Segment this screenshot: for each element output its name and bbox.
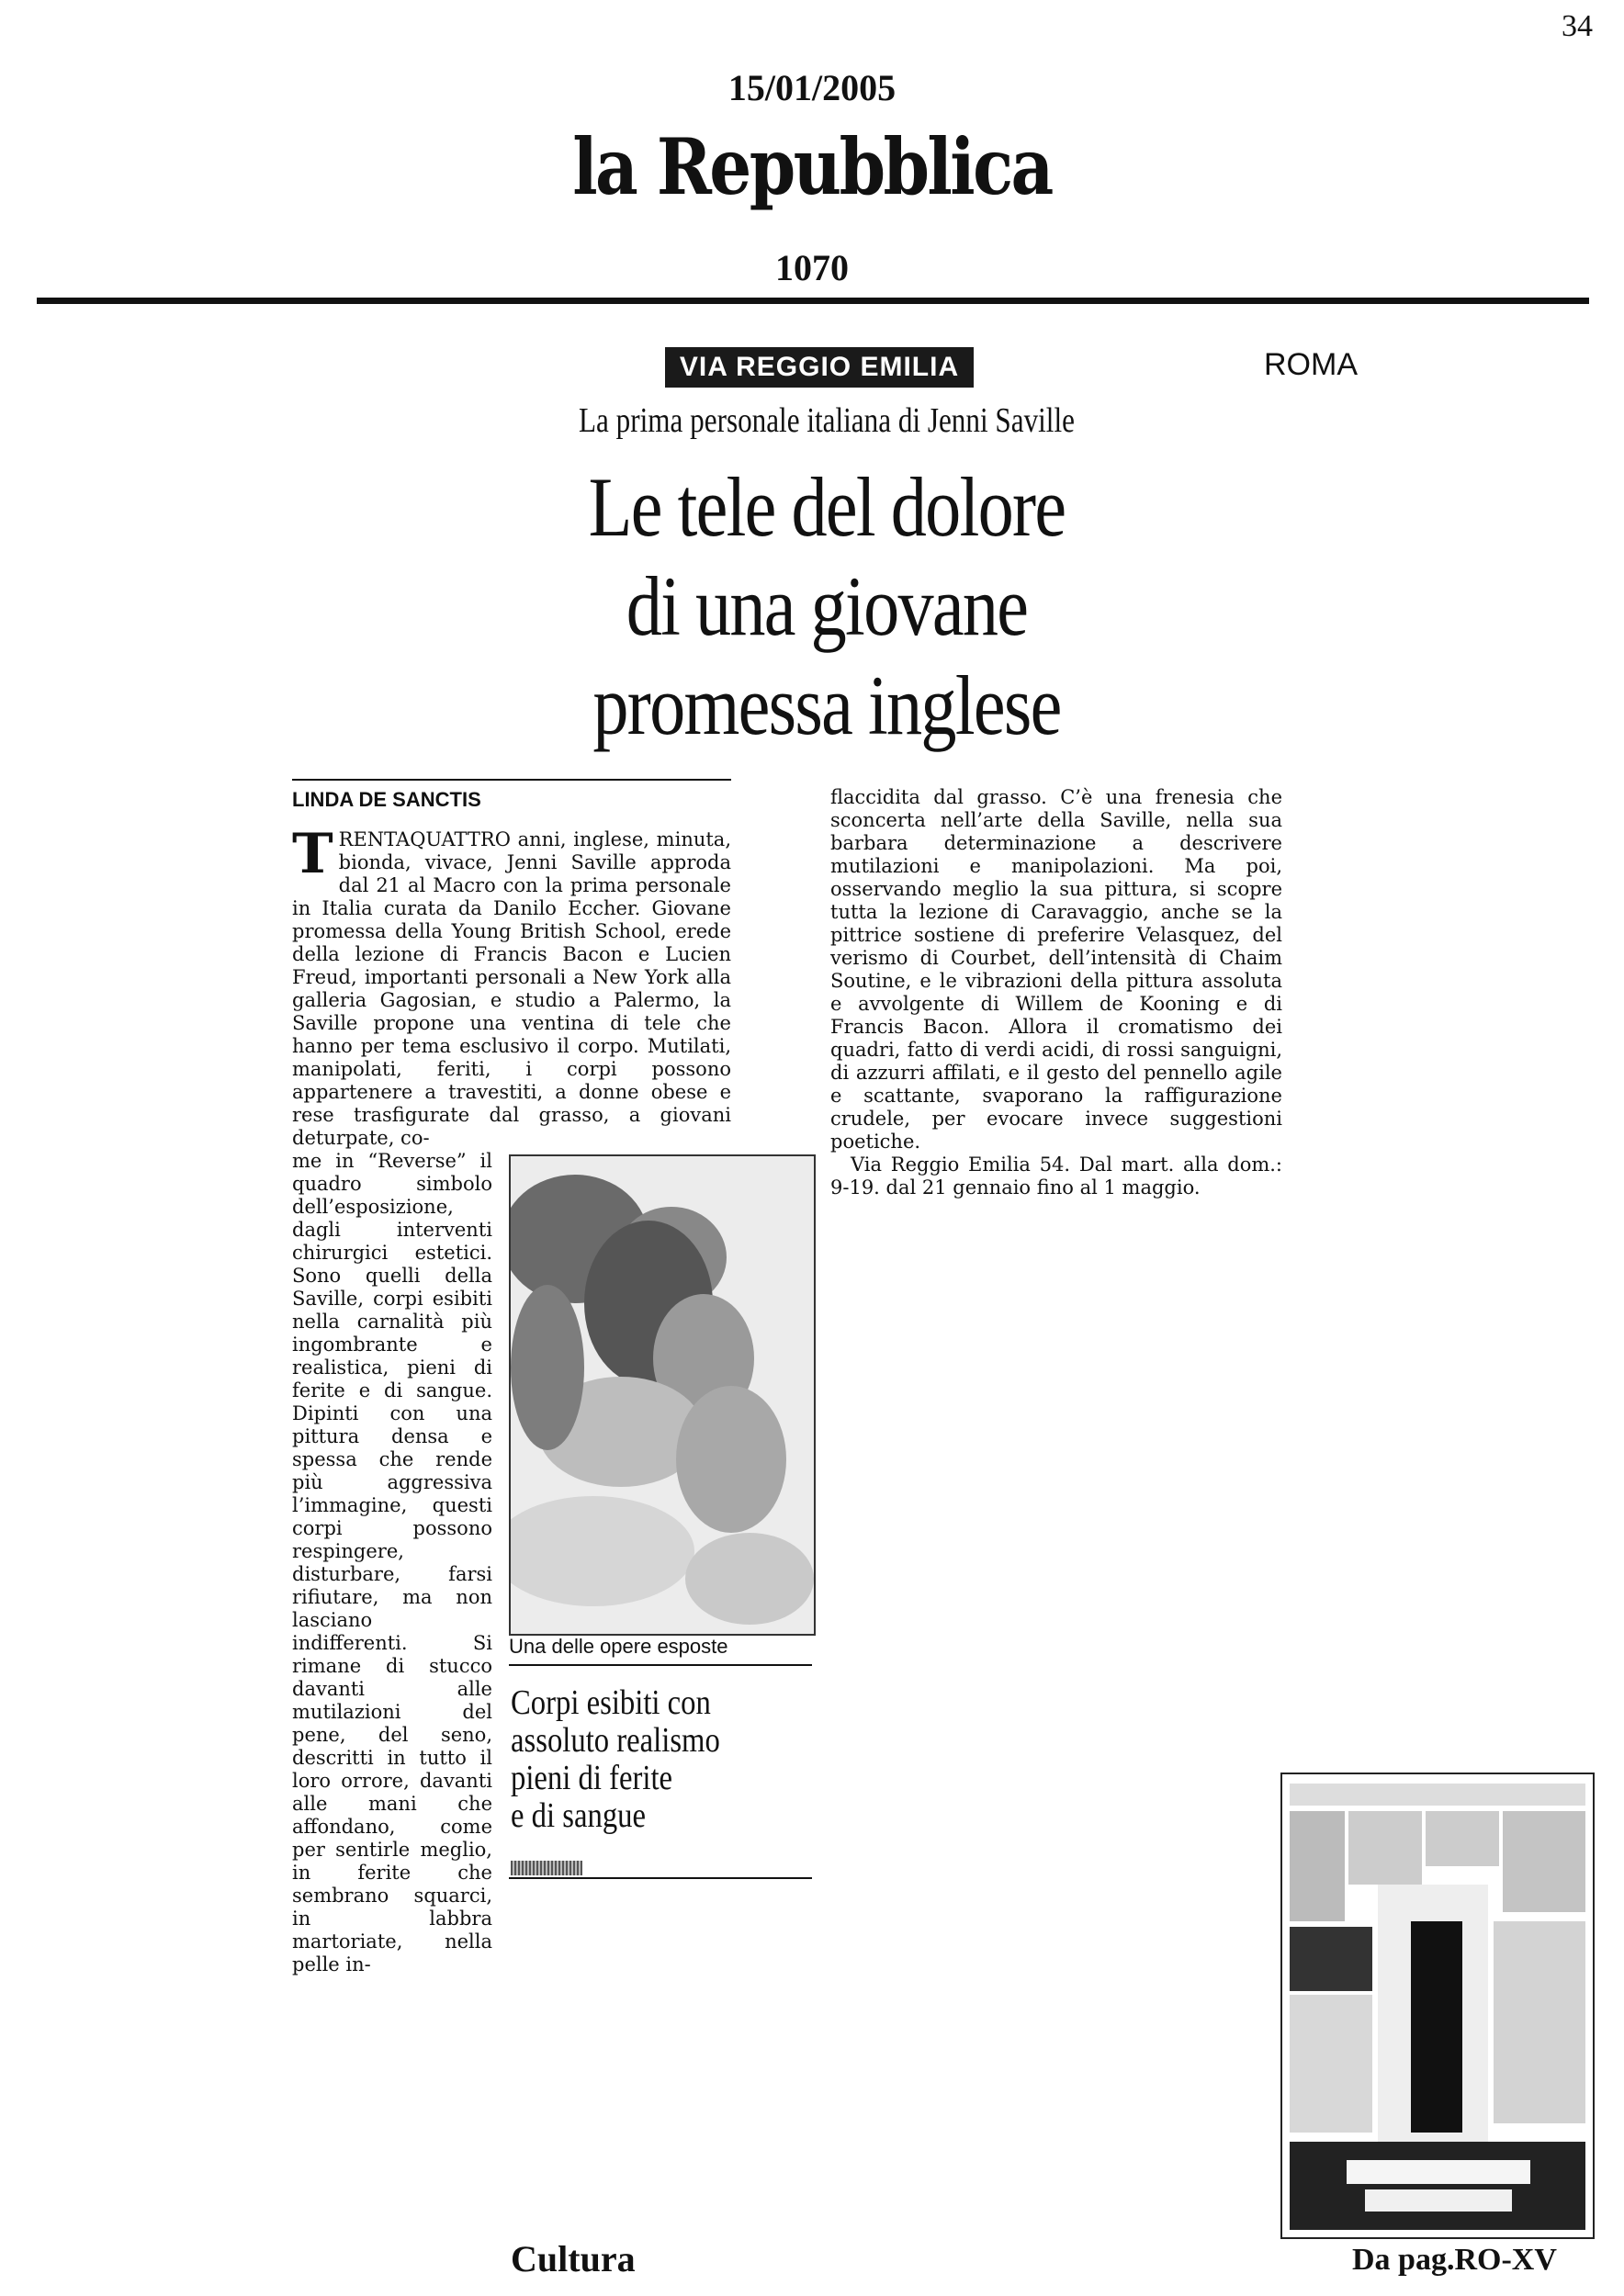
article-column-1-narrow: me in “Reverse” il quadro simbolo dell’esposizione, dagli interventi chirurgici estetici. Sono quelli della Saville, corpi esibiti nella carnalità più ingombrante e realistica, pieni di ferite e di sangue. Dipinti con una pittura densa e spessa che rende più aggressiva l’immagine, questi corpi possono respingere, disturbare, farsi rifiutare, ma non lasciano indifferenti. Si rimane di stucco davanti alle mutilazioni del pene, del seno, descritti in tutto il loro orrore, davanti alle mani che affondano, come per sentirle meglio, in ferite che sembrano squarci, in labbra martoriate, nella pelle in-: [292, 1150, 492, 1975]
photo-caption: Una delle opere esposte: [509, 1635, 728, 1658]
caption-rule: [509, 1664, 812, 1666]
pull-quote-line: Corpi esibiti con: [511, 1683, 711, 1722]
pull-quote-line: pieni di ferite: [511, 1759, 673, 1797]
footer-source: Da pag.RO-XV: [1352, 2243, 1557, 2277]
headline-line: di una giovane: [626, 559, 1028, 653]
newspaper-thumbnail-icon: [1282, 1774, 1593, 2237]
page-number: 34: [1562, 9, 1593, 43]
byline-rule: [292, 779, 731, 781]
pull-quote-line: assoluto realismo: [511, 1721, 720, 1760]
header-rule: [37, 298, 1589, 304]
newspaper-masthead: la Repubblica: [572, 121, 1052, 212]
article-headline: [514, 457, 1139, 755]
footer-section: Cultura: [511, 2238, 636, 2279]
article-byline: LINDA DE SANCTIS: [292, 788, 481, 811]
article-subheadline: La prima personale italiana di Jenni Saville: [579, 401, 1075, 440]
article-kicker: VIA REGGIO EMILIA: [665, 347, 974, 388]
page-thumbnail: [1280, 1773, 1595, 2239]
event-info: Via Reggio Emilia 54. Dal mart. alla dom.: 9-19. dal 21 gennaio fino al 1 maggio.: [830, 1154, 1282, 1199]
column-2-text: flaccidita dal grasso. C’è una frenesia che sconcerta nell’arte della Saville, nella sua barbara determinazione a descrivere mutilazioni e manipolazioni. Ma poi, osservando meglio la sua pittura, si scopre tutta la lezione di Caravaggio, anche se la pittrice sostiene di preferire Velasquez, del verismo di Courbet, dell’intensità di Chaim Soutine, e le vibrazioni della pittura assoluta e avvolgente di Willem de Kooning e di Francis Bacon. Allora il cromatismo dei quadri, fatto di verdi acidi, di rossi sanguigni, di azzurri affilati, e il gesto del pennello agile e scattante, svaporano la raffigurazione crudele, per evocare invece suggestioni poetiche.: [830, 786, 1282, 1153]
artwork-photo: [509, 1154, 816, 1636]
pull-quote: [511, 1684, 772, 1835]
pull-quote-rule: [509, 1877, 812, 1879]
section-label: ROMA: [1264, 347, 1358, 382]
issue-code: 1070: [775, 247, 849, 288]
column-1-text: RENTAQUATTRO anni, inglese, minuta, bionda, vivace, Jenni Saville approda dal 21 al Macro con la prima personale in Italia curata da Danilo Eccher. Giovane promessa della Young British School, erede della lezione di Francis Bacon e Lucien Freud, importanti personali a New York alla galleria Gagosian, e studio a Palermo, la Saville propone una ventina di tele che hanno per tema esclusivo il corpo. Mutilati, manipolati, feriti, i corpi possono appartenere a travestiti, a donne obese e rese trasfigurate dal grasso, a giovani deturpate, co-: [292, 828, 731, 1149]
publication-date: 15/01/2005: [727, 67, 897, 108]
article-column-2: [830, 786, 1282, 1199]
headline-line: Le tele del dolore: [588, 460, 1066, 554]
article-column-1: [292, 822, 731, 1150]
drop-cap: T: [292, 822, 333, 886]
headline-line: promessa inglese: [592, 658, 1061, 752]
pull-quote-line: e di sangue: [511, 1796, 647, 1835]
pull-quote-ornament: [511, 1861, 582, 1875]
photo-placeholder-icon: [511, 1156, 814, 1634]
